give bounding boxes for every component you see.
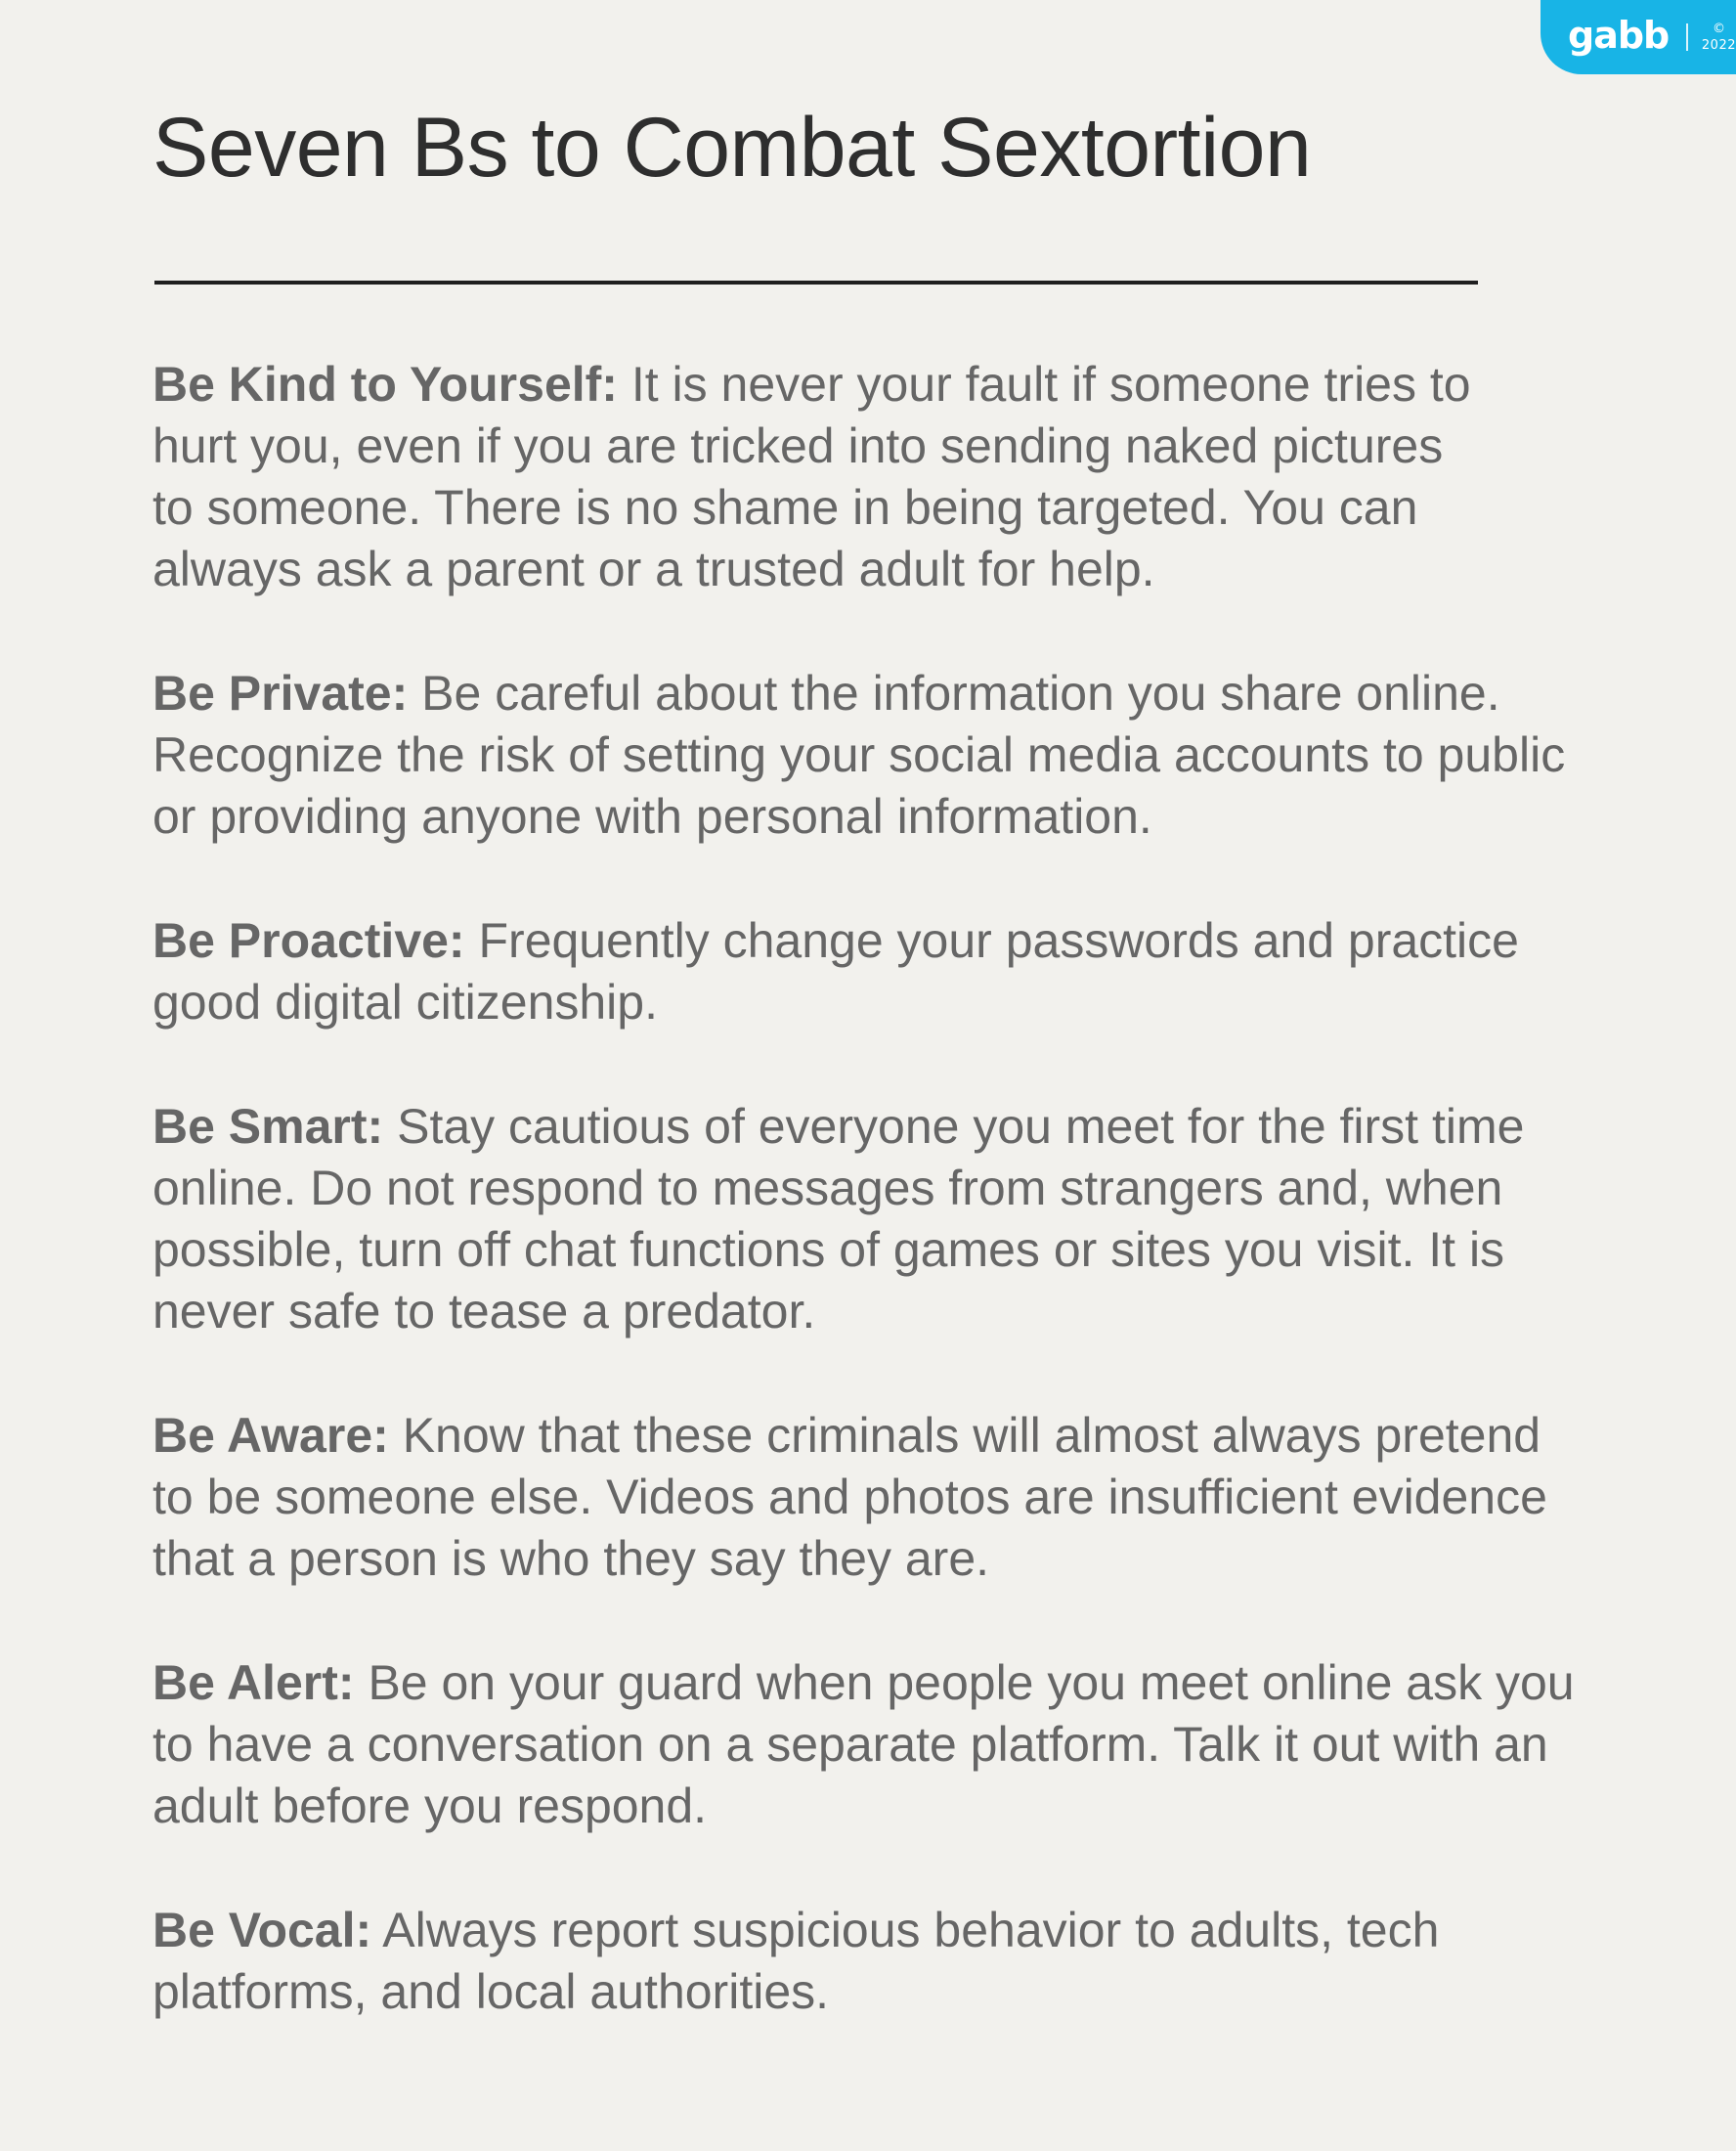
tip-heading: Be Kind to Yourself: (152, 357, 618, 412)
page-title: Seven Bs to Combat Sextortion (152, 101, 1312, 195)
tip-line: always ask a parent or a trusted adult for help. (152, 542, 1155, 596)
copyright-notice (1702, 22, 1736, 52)
copyright-symbol: © (1712, 22, 1725, 36)
tip-line: adult before you respond. (152, 1778, 708, 1833)
tip-line: good digital citizenship. (152, 975, 658, 1030)
tips-list (152, 354, 1638, 2085)
tip-heading: Be Proactive: (152, 913, 465, 968)
tip-line: possible, turn off chat functions of games or sites you visit. It is (152, 1222, 1505, 1277)
tip-heading: Be Private: (152, 666, 409, 721)
tip-be-aware (152, 1405, 1638, 1590)
tip-line: or providing anyone with personal information. (152, 789, 1152, 844)
copyright-year: 2022 (1701, 38, 1736, 53)
tip-heading: Be Alert: (152, 1655, 355, 1710)
tip-line: Be on your guard when people you meet online ask you (368, 1655, 1575, 1710)
tip-be-vocal (152, 1900, 1638, 2023)
tip-line: to be someone else. Videos and photos are insufficient evidence (152, 1470, 1547, 1524)
tip-line: It is never your fault if someone tries to (630, 357, 1471, 412)
badge-divider (1686, 23, 1688, 51)
tip-line: online. Do not respond to messages from strangers and, when (152, 1161, 1503, 1215)
tip-line: Be careful about the information you share online. (421, 666, 1500, 721)
tip-line: Stay cautious of everyone you meet for the first time (397, 1099, 1525, 1154)
tip-line: Always report suspicious behavior to adults, tech (382, 1903, 1440, 1957)
tip-be-private (152, 663, 1638, 848)
tip-line: Frequently change your passwords and practice (478, 913, 1519, 968)
tip-line: to someone. There is no shame in being targeted. You can (152, 480, 1418, 535)
tip-be-smart (152, 1096, 1638, 1342)
brand-badge (1541, 0, 1736, 74)
tip-line: Know that these criminals will almost always pretend (402, 1408, 1541, 1463)
tip-line: never safe to tease a predator. (152, 1284, 816, 1339)
tip-heading: Be Smart: (152, 1099, 384, 1154)
tip-heading: Be Vocal: (152, 1903, 372, 1957)
tip-line: platforms, and local authorities. (152, 1964, 830, 2019)
tip-be-kind (152, 354, 1638, 600)
tip-line: that a person is who they say they are. (152, 1531, 990, 1586)
tip-heading: Be Aware: (152, 1408, 389, 1463)
brand-logo: gabb (1568, 14, 1670, 57)
tip-be-alert (152, 1652, 1638, 1837)
tip-line: to have a conversation on a separate platform. Talk it out with an (152, 1717, 1548, 1772)
tip-be-proactive (152, 910, 1638, 1033)
tip-line: hurt you, even if you are tricked into sending naked pictures (152, 418, 1444, 473)
title-divider (154, 281, 1478, 285)
tip-line: Recognize the risk of setting your social media accounts to public (152, 727, 1566, 782)
